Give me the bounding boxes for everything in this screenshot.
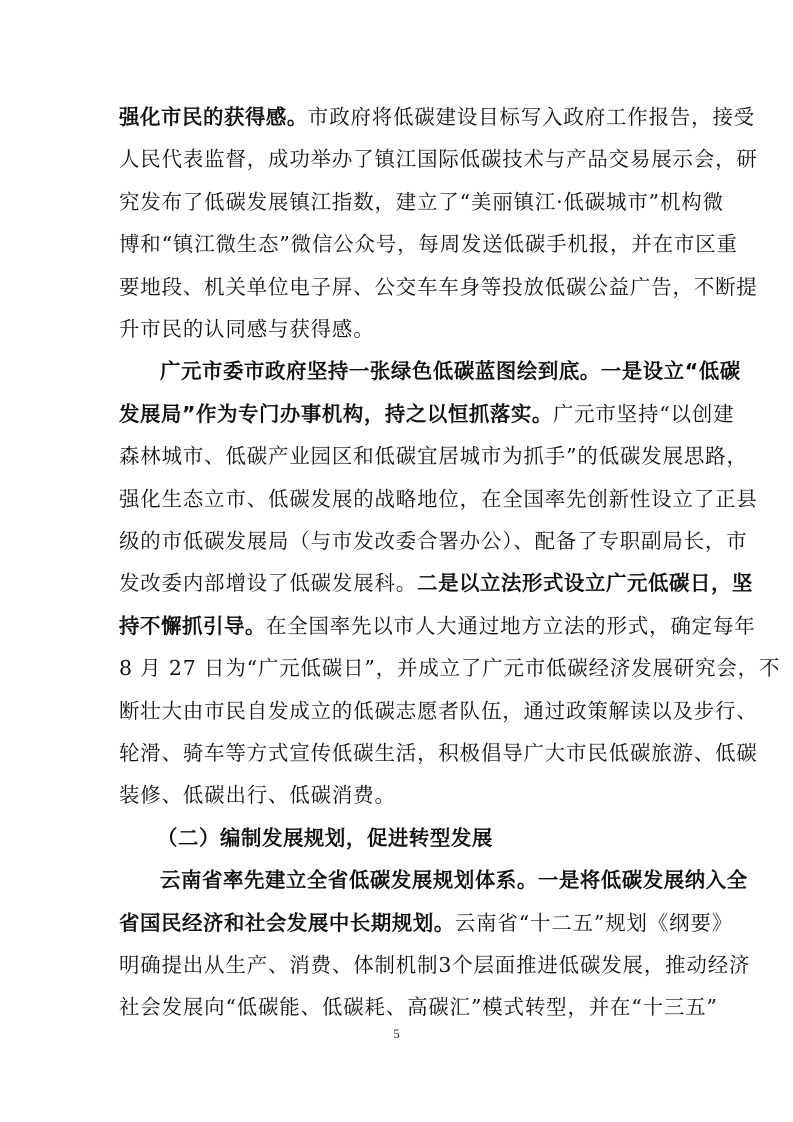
bold-lead: 云南省率先建立全省低碳发展规划体系。一是将低碳发展纳入全: [160, 868, 748, 892]
bold-lead: 广元市委市政府坚持一张绿色低碳蓝图绘到底。一是设立“低碳: [160, 359, 741, 383]
line-text: 发改委内部增设了低碳发展科。: [119, 571, 418, 595]
line-text: 人民代表监督，成功举办了镇江国际低碳技术与产品交易展示会，研: [119, 147, 758, 171]
line-text: 市政府将低碳建设目标写入政府工作报告，接受: [307, 105, 756, 129]
text-line: [160, 356, 741, 386]
line-text: 轮滑、骑车等方式宣传低碳生活，积极倡导广大市民低碳旅游、低碳: [119, 741, 758, 765]
text-line: [119, 950, 751, 980]
line-text: 级的市低碳发展局（与市发改委合署办公）、配备了专职副局长，市: [119, 529, 748, 553]
page-number: 5: [393, 1026, 400, 1041]
section-heading: [157, 823, 557, 853]
line-text: 博和“镇江微生态”微信公众号，每周发送低碳手机报，并在市区重: [119, 232, 738, 256]
line-text: 强化生态立市、低碳发展的战略地位，在全国率先创新性设立了正县: [119, 487, 758, 511]
text-line: [119, 568, 753, 598]
text-line: [160, 865, 748, 895]
line-text: 广元市坚持“以创建: [552, 402, 735, 426]
text-line: [119, 992, 718, 1022]
line-text: 在全国率先以市人大通过地方立法的形式，确定每年: [265, 614, 756, 638]
bold-lead: 发展局”作为专门办事机构，持之以恒抓落实。: [119, 402, 553, 426]
line-text: 云南省“十二五”规划《纲要》: [454, 911, 733, 935]
text-line: [119, 399, 735, 429]
bold-lead: 持不懈抓引导。: [119, 614, 266, 638]
line-text: 究发布了低碳发展镇江指数，建立了“美丽镇江·低碳城市”机构微: [119, 190, 724, 214]
line-text: 森林城市、低碳产业园区和低碳宜居城市为抓手”的低碳发展思路，: [119, 444, 748, 468]
text-line: [119, 611, 756, 641]
line-text: 8 月 27 日为“广元低碳日”，并成立了广元市低碳经济发展研究会，不: [119, 656, 781, 680]
text-line: [119, 102, 756, 132]
text-line: [119, 908, 733, 938]
text-line: [119, 696, 758, 726]
line-text: 明确提出从生产、消费、体制机制3个层面推进低碳发展，推动经济: [119, 953, 751, 977]
text-line: [119, 441, 748, 471]
line-text: 升市民的认同感与获得感。: [119, 317, 375, 341]
text-line: [119, 780, 675, 810]
text-line: [119, 314, 675, 344]
text-line: [119, 229, 738, 259]
line-text: 要地段、机关单位电子屏、公交车车身等投放低碳公益广告，不断提: [119, 275, 758, 299]
text-line: [119, 738, 758, 768]
text-line: [119, 187, 724, 217]
text-line: [119, 653, 781, 683]
bold-lead: 二是以立法形式设立广元低碳日，坚: [417, 571, 753, 595]
line-text: 断壮大由市民自发成立的低碳志愿者队伍，通过政策解读以及步行、: [119, 699, 758, 723]
text-line: [119, 144, 758, 174]
line-text: 社会发展向“低碳能、低碳耗、高碳汇”模式转型，并在“十三五”: [119, 995, 718, 1019]
text-line: [119, 526, 748, 556]
line-text: 装修、低碳出行、低碳消费。: [119, 783, 396, 807]
bold-lead: 强化市民的获得感。: [119, 105, 308, 129]
heading-text: （二）编制发展规划，促进转型发展: [157, 826, 493, 850]
bold-lead: 省国民经济和社会发展中长期规划。: [119, 911, 455, 935]
text-line: [119, 272, 758, 302]
text-line: [119, 484, 758, 514]
